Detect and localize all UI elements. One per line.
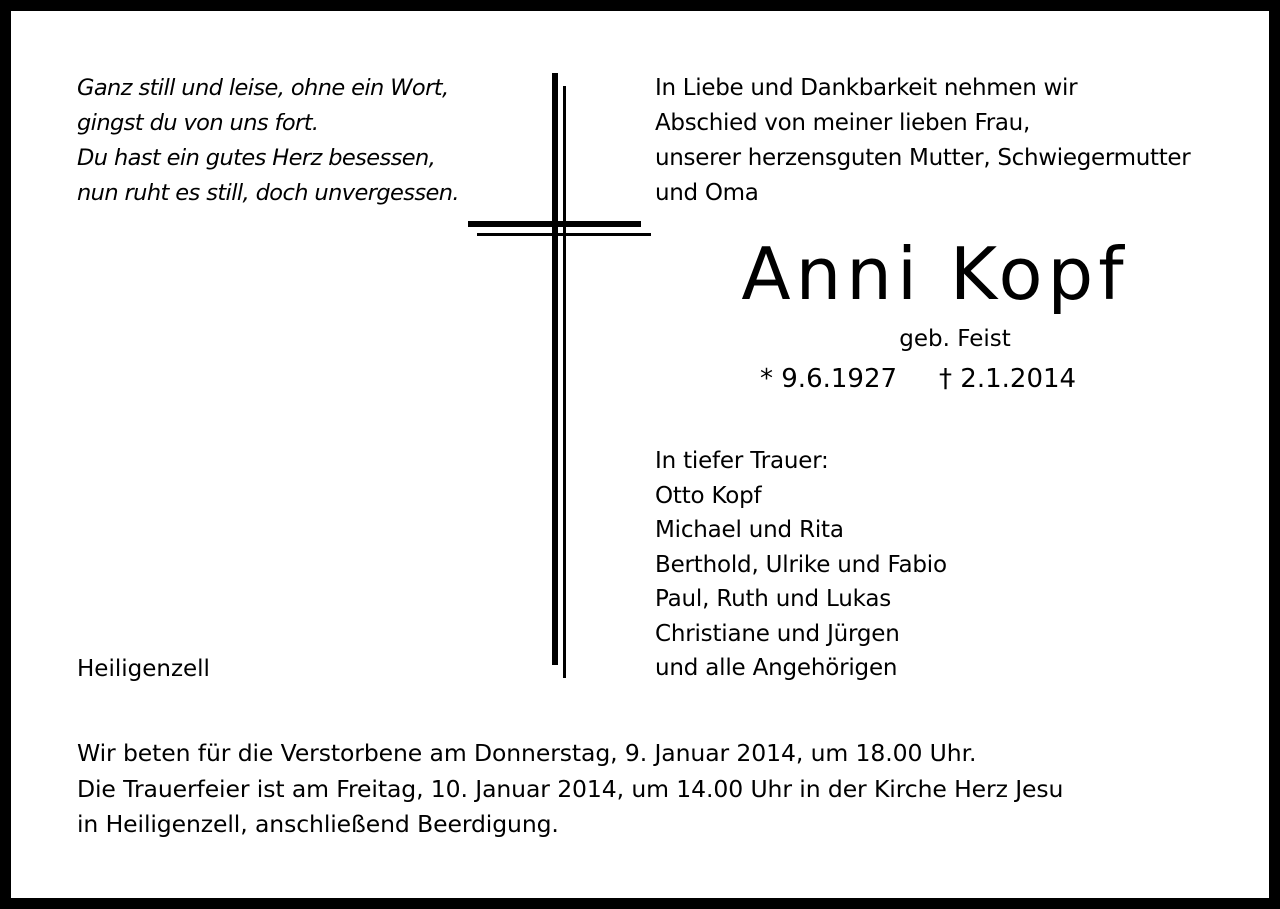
- poem-line: gingst du von uns fort.: [77, 110, 319, 136]
- intro-line: und Oma: [655, 180, 759, 206]
- poem-line: Ganz still und leise, ohne ein Wort,: [77, 75, 449, 101]
- intro-line: Abschied von meiner lieben Frau,: [655, 110, 1030, 136]
- place-name: Heiligenzell: [77, 656, 210, 682]
- life-dates: [760, 360, 1120, 398]
- mourner-entry: Christiane und Jürgen: [655, 620, 900, 647]
- mourner-entry: Otto Kopf: [655, 482, 762, 509]
- cross-horizontal-line: [477, 233, 651, 236]
- service-details: [77, 736, 1217, 843]
- announcement-intro: [655, 71, 1215, 211]
- poem-line: Du hast ein gutes Herz besessen,: [77, 145, 436, 171]
- intro-line: In Liebe und Dankbarkeit nehmen wir: [655, 75, 1078, 101]
- mourner-entry: Michael und Rita: [655, 517, 844, 543]
- death-date: † 2.1.2014: [939, 364, 1077, 394]
- birth-date: * 9.6.1927: [760, 364, 898, 394]
- mourner-entry: Paul, Ruth und Lukas: [655, 586, 891, 612]
- deceased-name: Anni Kopf: [741, 232, 1129, 316]
- mourner-entry: und alle Angehörigen: [655, 655, 898, 681]
- intro-line: unserer herzensguten Mutter, Schwiegermutter: [655, 145, 1191, 171]
- service-line: in Heiligenzell, anschließend Beerdigung.: [77, 810, 559, 838]
- mourner-entry: Berthold, Ulrike und Fabio: [655, 551, 947, 578]
- mourners-heading: In tiefer Trauer:: [655, 448, 829, 474]
- service-line: Wir beten für die Verstorbene am Donnerstag, 9. Januar 2014, um 18.00 Uhr.: [77, 739, 977, 767]
- cross-vertical-bar: [552, 73, 558, 665]
- poem-line: nun ruht es still, doch unvergessen.: [77, 180, 459, 206]
- cross-horizontal-bar: [468, 221, 641, 227]
- maiden-name: geb. Feist: [899, 326, 1011, 352]
- mourners-list: [655, 444, 1215, 686]
- poem: [77, 71, 537, 211]
- service-line: Die Trauerfeier ist am Freitag, 10. Januar 2014, um 14.00 Uhr in der Kirche Herz Jesu: [77, 774, 1064, 803]
- cross-vertical-line: [563, 86, 566, 678]
